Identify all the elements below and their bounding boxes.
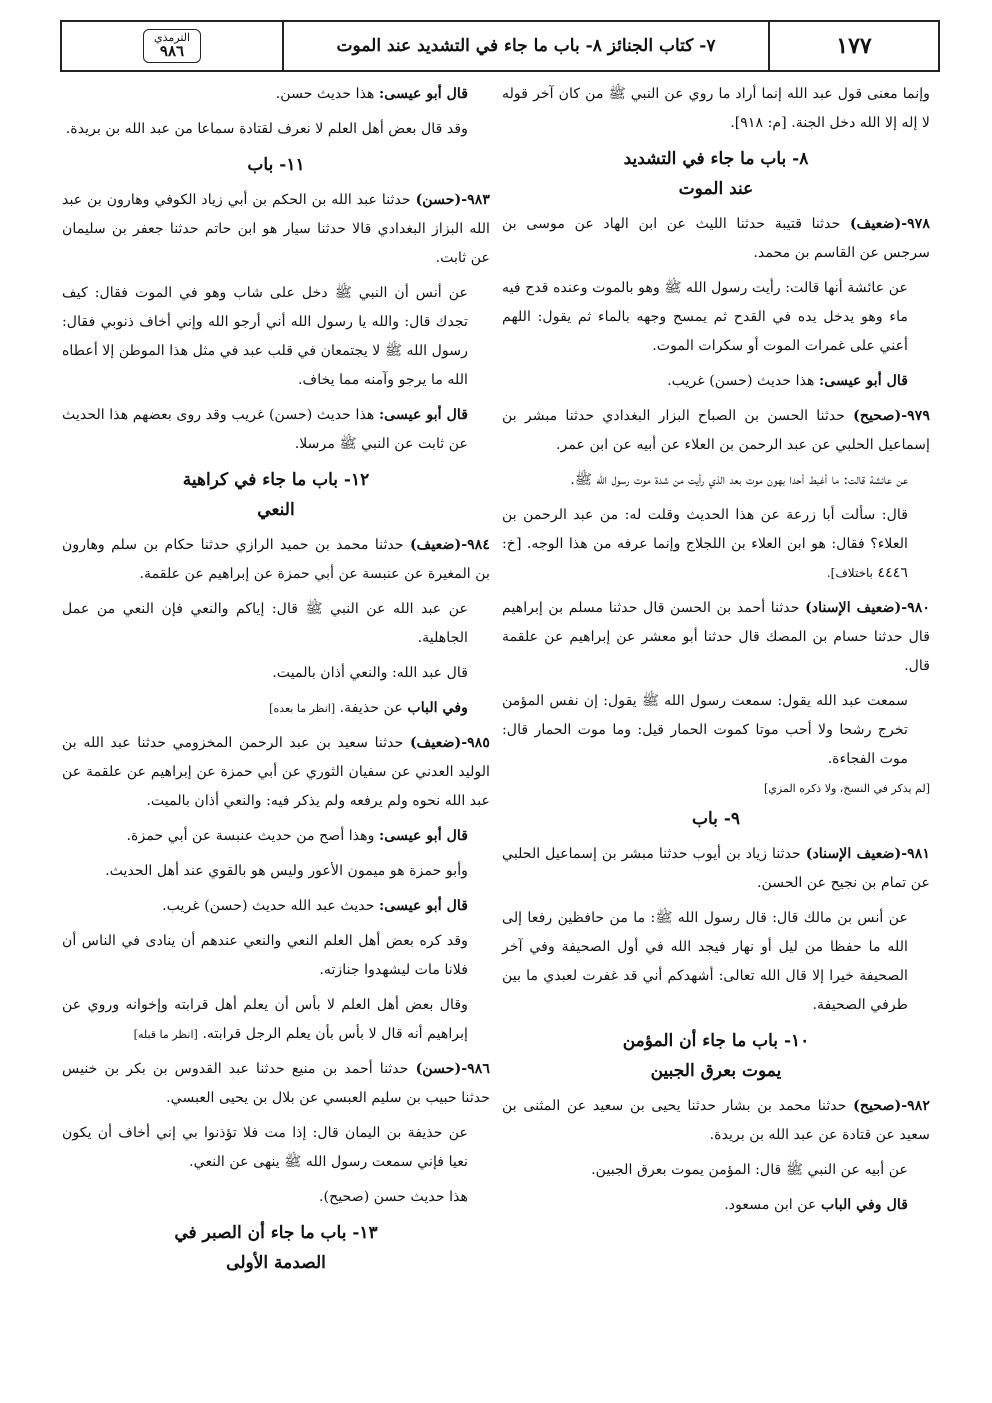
text: عن حذيفة. [339, 700, 408, 716]
hadith-grade: ٩٨٢-(صحيح) [853, 1098, 930, 1114]
matn: عن عائشة قالت: ما أغبط أحدا بهون موت بعد الذي رأيت من شدة موت رسول الله ﷺ. [570, 472, 908, 488]
chapter-title: ٨- باب ما جاء في التشديد [623, 149, 809, 169]
matn: عن حذيفة بن اليمان قال: إذا مت فلا تؤذنوا بي إني أخاف أن يكون نعيا فإني سمعت رسول الله ﷺ ينهى عن النعي. [62, 1125, 468, 1170]
hadith-982 [502, 1092, 930, 1150]
text: باختلاف]. [826, 566, 873, 580]
verdict [62, 80, 490, 109]
matn: عن عبد الله عن النبي ﷺ قال: إياكم والنعي فإن النعي من عمل الجاهلية. [62, 601, 468, 646]
commentary: قال عبد الله: والنعي أذان بالميت. [272, 665, 468, 681]
text: وإنما معنى قول عبد الله إنما أراد ما روي عن النبي ﷺ من كان آخر [533, 86, 931, 102]
verdict [62, 822, 490, 851]
matn: عن عائشة أنها قالت: رأيت رسول الله ﷺ وهو بالموت وعنده قدح فيه ماء وهو يدخل يده في القدح ثم يمسح وجهه بالماء ثم يقول: اللهم أعني على غمرات الموت أو سكرات الموت. [502, 280, 908, 354]
isnad: حدثنا أحمد بن منيع حدثنا عبد القدوس بن بكر بن خنيس حدثنا حبيب بن سليم العبسي عن بلال بن يحيى العبسي. [62, 1061, 490, 1106]
book-name: الترمذي [153, 31, 191, 45]
verdict: هذا حديث حسن (صحيح). [319, 1189, 468, 1205]
isnad: حدثنا الحسن بن الصباح البزار البغدادي حدثنا مبشر بن إسماعيل الحلبي عن عبد الرحمن بن العلاء عن أبيه عن ابن عمر. [502, 408, 930, 453]
cross-reference: [انظر ما بعده] [269, 702, 336, 715]
chapter-heading [502, 804, 930, 834]
matn: عن أبيه عن النبي ﷺ قال: المؤمن يموت بعرق الجبين. [591, 1162, 908, 1178]
text: وقال بعض أهل العلم لا بأس أن يعلم أهل قرابته وإخوانه وروي عن إبراهيم أنه قال لا بأس بأن يعلم الرجل قرابته. [62, 997, 468, 1042]
left-column [62, 80, 490, 1284]
chapter-title: عند الموت [678, 179, 754, 199]
hadith-984 [62, 531, 490, 589]
verdict-text: حديث عبد الله حديث (حسن) غريب. [162, 898, 380, 914]
text: قوله لا إله إلا الله دخل الجنة. [م: ٩١٨]. [502, 86, 930, 131]
bab-reference [62, 694, 490, 723]
hadith-grade: ٩٨١-(ضعيف الإسناد) [805, 846, 930, 862]
verdict [62, 892, 490, 921]
matn: سمعت عبد الله يقول: سمعت رسول الله ﷺ يقول: إن نفس المؤمن تخرج رشحا ولا أحب موتا كموت الحمار قيل: وما موت الحمار قال: موت الفجاءة. [502, 693, 908, 767]
chapter-title: ١١- باب [247, 155, 305, 175]
hadith-number: ٩٨٦ [159, 41, 185, 60]
chapter-heading [62, 1218, 490, 1278]
bab-label: وفي الباب [407, 700, 468, 716]
abu-isa-label: قال أبو عيسى: [379, 898, 468, 914]
abu-isa-label: قال أبو عيسى: [379, 828, 468, 844]
verdict-text: وهذا أصح من حديث عنبسة عن أبي حمزة. [126, 828, 380, 844]
text: عن ابن مسعود. [724, 1197, 822, 1213]
commentary: وأبو حمزة هو ميمون الأعور وليس هو بالقوي عند أهل الحديث. [105, 863, 468, 879]
isnad: حدثنا سعيد بن عبد الرحمن المخزومي حدثنا عبد الله بن الوليد العدني عن سفيان الثوري عن أبي حمزة عن إبراهيم عن علقمة عن عبد الله نحوه ولم يرفعه ولم يذكر فيه: والنعي أذان بالميت. [62, 735, 490, 809]
hadith-981 [502, 840, 930, 898]
chapter-title: ٩- باب [691, 809, 741, 829]
hadith-reference-box [143, 29, 201, 62]
right-column [502, 80, 930, 1226]
bab-reference [502, 1191, 930, 1220]
hadith-985 [62, 729, 490, 816]
hadith-980 [502, 594, 930, 681]
isnad: حدثنا محمد بن حميد الرازي حدثنا حكام بن سلم وهارون بن المغيرة عن عنبسة عن أبي حمزة عن إبراهيم عن علقمة. [62, 537, 490, 582]
chapter-heading [62, 465, 490, 525]
cross-reference: [انظر ما قبله] [133, 1028, 198, 1041]
commentary [62, 991, 490, 1049]
hadith-986 [62, 1055, 490, 1113]
isnad: حدثنا أحمد بن الحسن قال حدثنا مسلم بن إبراهيم قال حدثنا حسام بن المصك قال حدثنا أبو معشر عن إبراهيم عن علقمة قال. [502, 600, 930, 674]
running-title: ٧- كتاب الجنائز ٨- باب ما جاء في التشديد عند الموت [282, 22, 768, 70]
matn: عن أنس أن النبي ﷺ دخل على شاب وهو في الموت فقال: كيف تجدك قال: والله يا رسول الله أني أرجو الله وإني أخاف ذنوبي فقال: رسول الله ﷺ لا يجتمعان في قلب عبد في مثل هذا الموطن إلا أعطاه الله ما يرجو وآمنه مما يخاف. [61, 285, 468, 388]
hadith-grade: ٩٨٣-(حسن) [415, 192, 490, 208]
isnad: حدثنا محمد بن بشار حدثنا يحيى بن سعيد عن المثنى بن سعيد عن قتادة عن عبد الله بن بريدة. [502, 1098, 930, 1143]
isnad: حدثنا قتيبة حدثنا الليث عن ابن الهاد عن موسى بن سرجس عن القاسم بن محمد. [502, 216, 930, 261]
page-number: ١٧٧ [768, 22, 938, 70]
text: قال: سألت أبا زرعة عن هذا الحديث وقلت له: من عبد الرحمن بن العلاء؟ فقال: هو ابن العلاء بن اللجلاج وإنما عرفه من هذا الوجه. [خ: ٤٤٤٦ [502, 507, 908, 581]
chapter-title: يموت بعرق الجبين [650, 1061, 782, 1081]
chapter-title: ١٣- باب ما جاء أن الصبر في [174, 1223, 378, 1243]
abu-isa-label: قال أبو عيسى: [378, 407, 468, 423]
hadith-grade: ٩٧٨-(ضعيف) [849, 216, 930, 232]
commentary [502, 501, 930, 588]
paragraph [502, 80, 930, 138]
hadith-978 [502, 210, 930, 268]
bab-label: قال وفي الباب [821, 1197, 908, 1213]
hadith-grade: ٩٨٠-(ضعيف الإسناد) [805, 600, 930, 616]
chapter-title: الصدمة الأولى [226, 1253, 326, 1273]
hadith-grade: ٩٧٩-(صحيح) [853, 408, 930, 424]
hadith-979 [502, 402, 930, 460]
verdict-text: هذا حديث حسن. [275, 86, 380, 102]
abu-isa-label: قال أبو عيسى: [379, 86, 468, 102]
isnad: حدثنا زياد بن أيوب حدثنا مبشر بن إسماعيل الحلبي عن تمام بن نجيح عن الحسن. [502, 846, 930, 891]
hadith-grade: ٩٨٥-(ضعيف) [409, 735, 490, 751]
abu-isa-label: قال أبو عيسى: [819, 373, 908, 389]
verdict-text: هذا حديث (حسن) غريب. [667, 373, 820, 389]
commentary: وقد قال بعض أهل العلم لا نعرف لقتادة سماعا من عبد الله بن بريدة. [65, 121, 468, 137]
hadith-reference [62, 22, 282, 70]
isnad: حدثنا عبد الله بن الحكم بن أبي زياد الكوفي وهارون بن عبد الله البزاز البغدادي قالا حدثنا سيار هو ابن حاتم حدثنا جعفر بن سليمان عن ثابت. [62, 192, 490, 266]
chapter-heading [502, 1026, 930, 1086]
chapter-heading [502, 144, 930, 204]
verdict [502, 367, 930, 396]
verdict [62, 401, 490, 459]
hadith-grade: ٩٨٦-(حسن) [415, 1061, 490, 1077]
chapter-title: ١٢- باب ما جاء في كراهية [182, 470, 370, 490]
chapter-title: النعي [257, 500, 295, 520]
verdict-text: هذا حديث (حسن) غريب وقد روى بعضهم هذا الحديث عن ثابت عن النبي ﷺ مرسلا. [62, 407, 468, 452]
commentary: وقد كره بعض أهل العلم النعي والنعي عندهم أن ينادى في الناس أن فلانا مات ليشهدوا جنازته. [62, 933, 468, 978]
hadith-983 [62, 186, 490, 273]
chapter-heading [62, 150, 490, 180]
chapter-title: ١٠- باب ما جاء أن المؤمن [622, 1031, 810, 1051]
matn: عن أنس بن مالك قال: قال رسول الله ﷺ: ما من حافظين رفعا إلى الله ما حفظا من ليل أو نهار فيجد الله في أول الصحيفة وفي آخر الصحيفة خيرا إلا قال الله تعالى: أشهدكم أني قد غفرت لعبدي ما بين طرفي الصحيفة. [502, 910, 908, 1013]
hadith-grade: ٩٨٤-(ضعيف) [409, 537, 490, 553]
footnote: [لم يذكر في النسخ، ولا ذكره المزي] [764, 782, 930, 795]
page-header [60, 20, 940, 72]
